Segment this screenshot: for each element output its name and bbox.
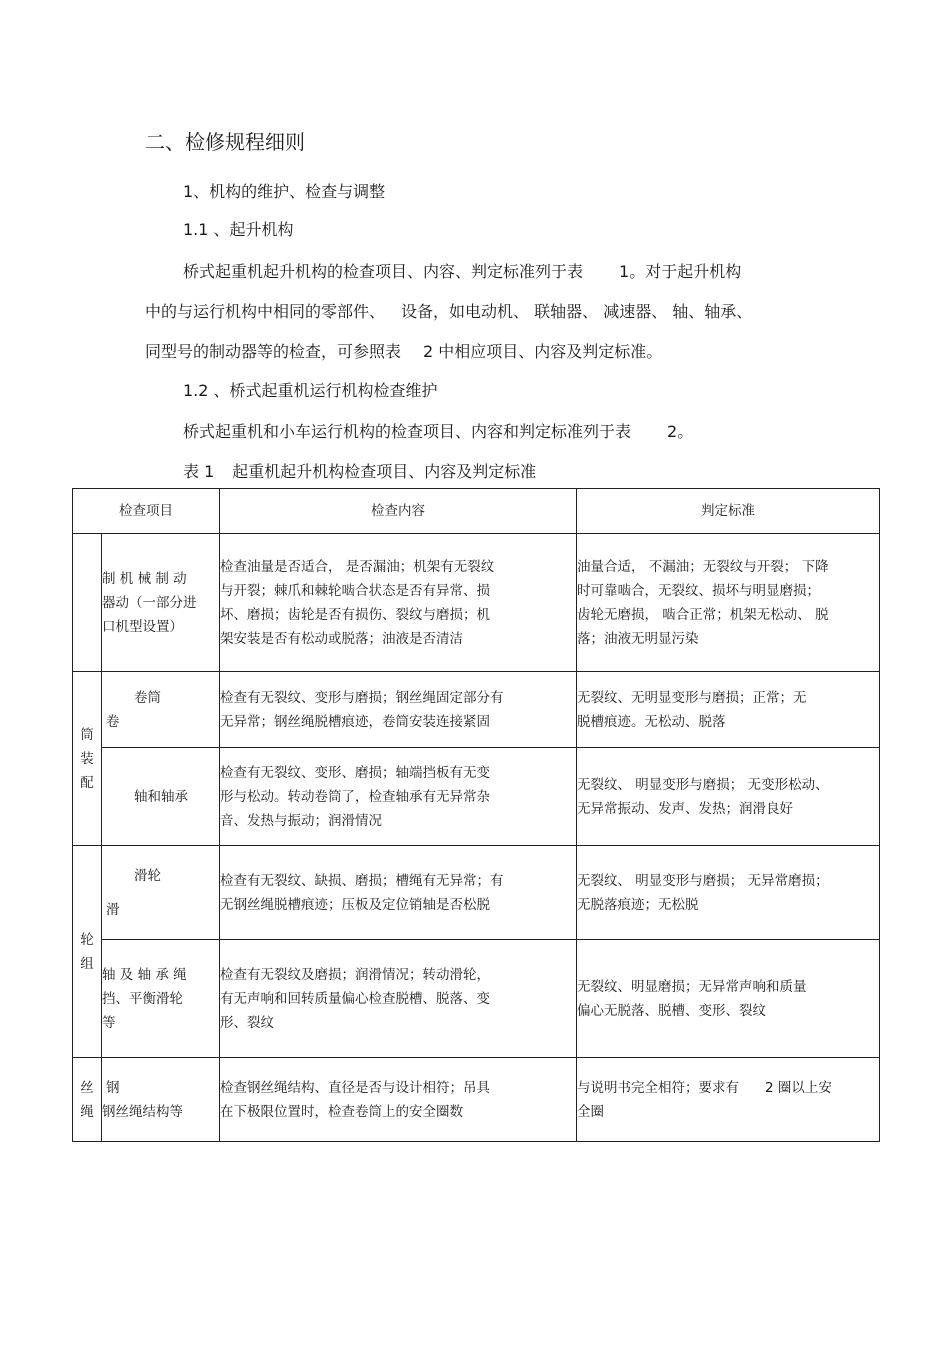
- content-line: 形与松动。转动卷筒了，检查轴承有无异常杂: [220, 788, 490, 805]
- standard-line: 无脱落痕迹；无松脱: [577, 896, 699, 913]
- content-cell: [220, 940, 577, 1058]
- group-char: 配: [80, 774, 94, 791]
- table-row: [73, 846, 880, 940]
- content-line: 无异常；钢丝绳脱槽痕迹，卷筒安装连接紧固: [220, 713, 490, 730]
- content-line: 检查有无裂纹、缺损、磨损；槽绳有无异常；有: [220, 872, 504, 889]
- standard-line: 脱槽痕迹。无松动、脱落: [577, 713, 726, 730]
- text: 1。对于起升机构: [619, 262, 742, 281]
- item-cell: [102, 748, 220, 846]
- group-char: 钢: [106, 1079, 120, 1096]
- group-char: 丝: [80, 1079, 94, 1096]
- item-cell: [102, 846, 220, 940]
- item-line: 轴和轴承: [134, 788, 188, 805]
- standard-cell: [577, 672, 880, 748]
- subsection-1: 1、机构的维护、检查与调整: [183, 182, 386, 201]
- table-header-row: [73, 489, 880, 534]
- standard-line: 齿轮无磨损， 啮合正常；机架无松动、 脱: [577, 606, 829, 623]
- standard-line: 无异常振动、发声、发热；润滑良好: [577, 800, 793, 817]
- subsection-1-2: 1.2 、桥式起重机运行机构检查维护: [183, 381, 438, 400]
- paragraph-1-line-2: [145, 302, 752, 322]
- item-line: 轴 及 轴 承 绳: [102, 966, 187, 983]
- table-number: 表 1: [183, 462, 215, 481]
- group-char: 滑: [106, 901, 120, 918]
- content-line: 检查有无裂纹、变形与磨损；钢丝绳固定部分有: [220, 689, 504, 706]
- standard-cell: [577, 940, 880, 1058]
- group-char: 组: [80, 955, 94, 972]
- group-char: 绳: [80, 1103, 94, 1120]
- content-line: 架安装是否有松动或脱落；油液是否清洁: [220, 630, 463, 647]
- text: 同型号的制动器等的检查，可参照表: [145, 342, 402, 361]
- header-item: 检查项目: [73, 489, 220, 534]
- content-line: 坏、磨损；齿轮是否有损伤、裂纹与磨损；机: [220, 606, 490, 623]
- header-content: 检查内容: [220, 489, 577, 534]
- text: 2 中相应项目、内容及判定标准。: [423, 342, 663, 361]
- text: 设备，如电动机、 联轴器、 减速器、 轴、轴承、: [401, 302, 753, 321]
- subsection-1-1: 1.1 、起升机构: [183, 220, 294, 239]
- item-line: 挡、平衡滑轮: [102, 990, 183, 1007]
- paragraph-1-line-1: [183, 262, 741, 282]
- standard-line: [577, 1076, 879, 1100]
- content-cell: [220, 748, 577, 846]
- paragraph-2: [183, 422, 693, 442]
- text: 桥式起重机起升机构的检查项目、内容、判定标准列于表: [183, 262, 584, 281]
- section-title: 二、检修规程细则: [145, 130, 305, 154]
- header-standard: 判定标准: [577, 489, 880, 534]
- standard-line: 油量合适， 不漏油；无裂纹与开裂； 下降: [577, 558, 829, 575]
- content-cell: [220, 672, 577, 748]
- standard-line: 全圈: [577, 1103, 604, 1120]
- content-line: 检查钢丝绳结构、直径是否与设计相符；吊具: [220, 1079, 490, 1096]
- standard-line: 无裂纹、 明显变形与磨损； 无异常磨损；: [577, 872, 829, 889]
- item-cell: [102, 534, 220, 672]
- text: 桥式起重机和小车运行机构的检查项目、内容和判定标准列于表: [183, 422, 632, 441]
- standard-line: 无裂纹、无明显变形与磨损；正常；无: [577, 689, 807, 706]
- content-line: 检查有无裂纹及磨损；润滑情况；转动滑轮，: [220, 966, 490, 983]
- standard-cell: [577, 846, 880, 940]
- group-char: 卷: [106, 713, 120, 730]
- text: 中的与运行机构中相同的零部件、: [145, 302, 386, 321]
- standard-cell: [577, 748, 880, 846]
- group-cell-brake: [73, 534, 102, 672]
- item-line: 滑轮: [134, 867, 161, 884]
- paragraph-1-line-3: [145, 342, 662, 362]
- item-line: 制 机 械 制 动: [102, 570, 187, 587]
- content-cell: [220, 534, 577, 672]
- item-cell: [102, 1058, 220, 1142]
- content-line: 在下极限位置时，检查卷筒上的安全圈数: [220, 1103, 463, 1120]
- table-row: [73, 748, 880, 846]
- group-cell-drum: [73, 672, 102, 846]
- standard-line: 无裂纹、明显磨损；无异常声响和质量: [577, 978, 807, 995]
- inspection-table: [72, 488, 880, 1142]
- standard-cell: [577, 534, 880, 672]
- text: 2 圈以上安: [765, 1079, 832, 1096]
- content-line: 音、发热与振动；润滑情况: [220, 812, 382, 829]
- table-row: [73, 1058, 880, 1142]
- item-cell: [102, 940, 220, 1058]
- item-line: 器动（一部分进: [102, 594, 197, 611]
- content-line: 与开裂；棘爪和棘轮啮合状态是否有异常、损: [220, 582, 490, 599]
- standard-line: 落；油液无明显污染: [577, 630, 699, 647]
- text: 2。: [667, 422, 694, 441]
- group-char: 装: [80, 750, 94, 767]
- item-line: 钢丝绳结构等: [102, 1103, 183, 1120]
- content-cell: [220, 846, 577, 940]
- group-cell-pulley: [73, 846, 102, 1058]
- table-row: [73, 672, 880, 748]
- content-line: 检查有无裂纹、变形、磨损；轴端挡板有无变: [220, 764, 490, 781]
- standard-line: 无裂纹、 明显变形与磨损； 无变形松动、: [577, 776, 829, 793]
- group-cell-wire-rope: [73, 1058, 102, 1142]
- item-line: 等: [102, 1014, 116, 1031]
- table-row: [73, 534, 880, 672]
- table-row: [73, 940, 880, 1058]
- group-char: 筒: [80, 726, 94, 743]
- group-char: 轮: [80, 931, 94, 948]
- text: 与说明书完全相符；要求有: [577, 1079, 739, 1096]
- content-cell: [220, 1058, 577, 1142]
- content-line: 无钢丝绳脱槽痕迹；压板及定位销轴是否松脱: [220, 896, 490, 913]
- item-cell: [102, 672, 220, 748]
- item-line: 卷筒: [134, 689, 161, 706]
- table-title: 起重机起升机构检查项目、内容及判定标准: [232, 462, 537, 481]
- content-line: 检查油量是否适合， 是否漏油；机架有无裂纹: [220, 558, 495, 575]
- standard-line: 时可靠啮合，无裂纹、损坏与明显磨损；: [577, 582, 820, 599]
- standard-line: 偏心无脱落、脱槽、变形、裂纹: [577, 1002, 766, 1019]
- table-caption: [183, 462, 536, 482]
- standard-cell: [577, 1058, 880, 1142]
- content-line: 有无声响和回转质量偏心检查脱槽、脱落、变: [220, 990, 490, 1007]
- content-line: 形、裂纹: [220, 1014, 274, 1031]
- item-line: 口机型设置）: [102, 618, 183, 635]
